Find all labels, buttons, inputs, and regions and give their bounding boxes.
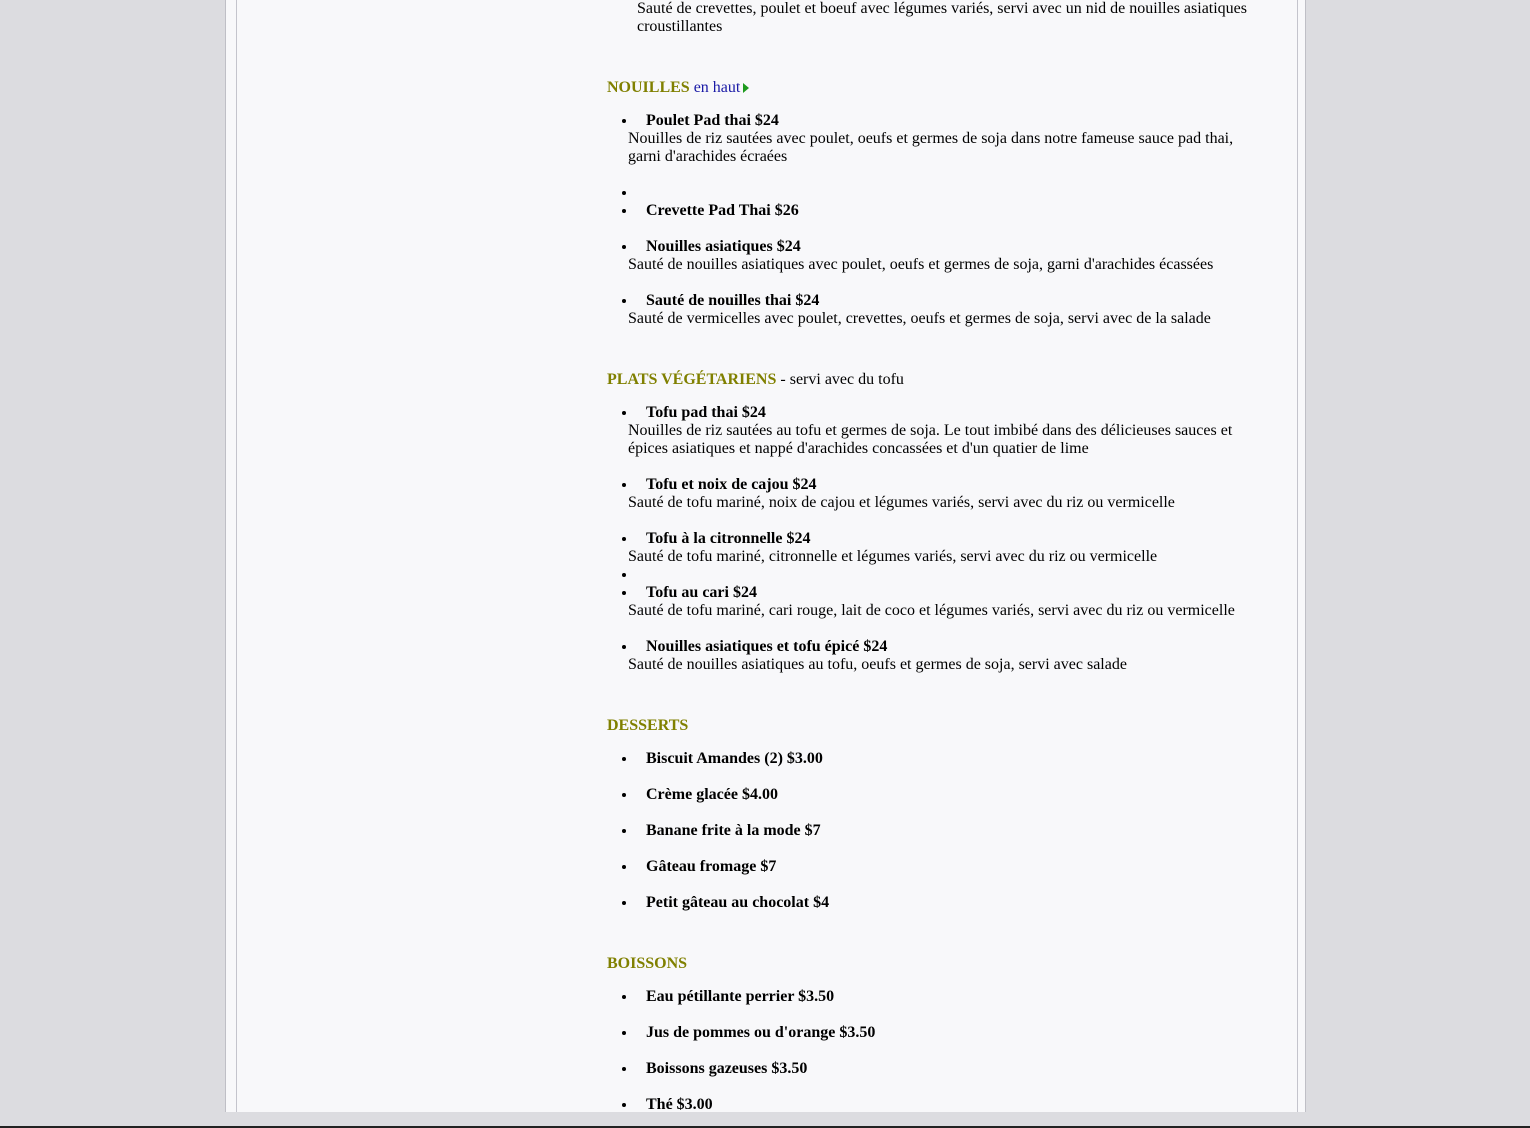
list-item xyxy=(637,786,1267,804)
section-boissons xyxy=(607,955,1267,1112)
menu-item-name: • Nouilles asiatiques $24 xyxy=(646,238,801,255)
section-title-desserts: DESSERTS xyxy=(607,717,689,734)
menu-item-description: Sauté de nouilles asiatiques au tofu, oeufs et germes de soja, servi avec salade xyxy=(628,656,1127,673)
back-to-top-link[interactable]: en haut xyxy=(693,79,741,96)
list-item xyxy=(628,404,1267,458)
section-vegetariens xyxy=(607,371,1267,692)
menu-list-vegetariens xyxy=(607,404,1267,674)
list-item xyxy=(637,988,1267,1006)
list-item xyxy=(628,476,1267,512)
menu-item-description: Sauté de tofu mariné, citronnelle et légumes variés, servi avec du riz ou vermicelle xyxy=(628,548,1158,565)
list-item xyxy=(628,112,1267,166)
list-item xyxy=(628,292,1267,328)
menu-item-name: • Crevette Pad Thai $26 xyxy=(646,202,799,219)
menu-item-name: • Banane frite à la mode $7 xyxy=(646,822,821,839)
menu-item-name: • Sauté de nouilles thai $24 xyxy=(646,292,820,309)
menu-item-name: • Nouilles asiatiques et tofu épicé $24 xyxy=(646,638,888,655)
menu-item-name: • Biscuit Amandes (2) $3.00 xyxy=(646,750,823,767)
menu-item-description: Nouilles de riz sautées au tofu et germes de soja. Le tout imbibé dans des délicieuses sauces et épices asiatiques et nappé d'arachides concassées et d'un quatier de lime xyxy=(628,422,1233,457)
list-item-empty xyxy=(637,184,1267,202)
section-title-boissons: BOISSONS xyxy=(607,955,688,972)
section-desserts xyxy=(607,717,1267,930)
menu-item-name: • Eau pétillante perrier $3.50 xyxy=(646,988,835,1005)
list-item xyxy=(637,1024,1267,1042)
menu-item-name: • Crème glacée $4.00 xyxy=(646,786,778,803)
menu-item-name: • Jus de pommes ou d'orange $3.50 xyxy=(646,1024,876,1041)
menu-item-name: • Poulet Pad thai $24 xyxy=(646,112,779,129)
list-item xyxy=(637,1096,1267,1112)
menu-list-nouilles xyxy=(607,112,1267,328)
menu-item-name: • Tofu pad thai $24 xyxy=(646,404,766,421)
menu-item-description: Sauté de vermicelles avec poulet, crevettes, oeufs et germes de soja, servi avec de la salade xyxy=(628,310,1211,327)
list-item xyxy=(628,584,1267,620)
menu-item-name: • Tofu et noix de cajou $24 xyxy=(646,476,817,493)
menu-item-name: • Petit gâteau au chocolat $4 xyxy=(646,894,830,911)
continued-item-description: Sauté de crevettes, poulet et boeuf avec légumes variés, servi avec un nid de nouilles asiatiques croustillantes xyxy=(637,0,1248,35)
list-item-empty xyxy=(637,566,1267,584)
menu-list-boissons xyxy=(607,988,1267,1112)
section-nouilles xyxy=(607,79,1267,346)
section-title-vegetariens: PLATS VÉGÉTARIENS xyxy=(607,371,777,388)
list-item xyxy=(637,858,1267,876)
menu-item-name: • Tofu au cari $24 xyxy=(646,584,757,601)
list-item xyxy=(628,530,1267,566)
menu-item-name: • Tofu à la citronnelle $24 xyxy=(646,530,811,547)
list-item xyxy=(628,638,1267,674)
list-item xyxy=(637,202,1267,220)
list-item xyxy=(637,822,1267,840)
menu-item-description: Nouilles de riz sautées avec poulet, oeufs et germes de soja dans notre fameuse sauce pad thai, garni d'arachides écraées xyxy=(628,130,1234,165)
menu-item-description: Sauté de tofu mariné, cari rouge, lait de coco et légumes variés, servi avec du riz ou vermicelle xyxy=(628,602,1235,619)
list-item xyxy=(637,1060,1267,1078)
list-item xyxy=(628,238,1267,274)
section-title-nouilles: NOUILLES xyxy=(607,79,690,96)
menu-item-description: Sauté de tofu mariné, noix de cajou et légumes variés, servi avec du riz ou vermicelle xyxy=(628,494,1175,511)
list-item xyxy=(637,894,1267,912)
section-note: - servi avec du tofu xyxy=(776,371,904,388)
menu-item-description: Sauté de nouilles asiatiques avec poulet, oeufs et germes de soja, garni d'arachides écassées xyxy=(628,256,1214,273)
menu-item-name: • Gâteau fromage $7 xyxy=(646,858,777,875)
window-bottom-edge xyxy=(0,1112,1530,1128)
menu-item-name: • Boissons gazeuses $3.50 xyxy=(646,1060,808,1077)
arrow-right-icon[interactable] xyxy=(743,83,749,93)
menu-content xyxy=(607,0,1267,1112)
menu-item-name: • Thé $3.00 xyxy=(646,1096,713,1112)
menu-list-desserts xyxy=(607,750,1267,912)
list-item xyxy=(637,750,1267,768)
